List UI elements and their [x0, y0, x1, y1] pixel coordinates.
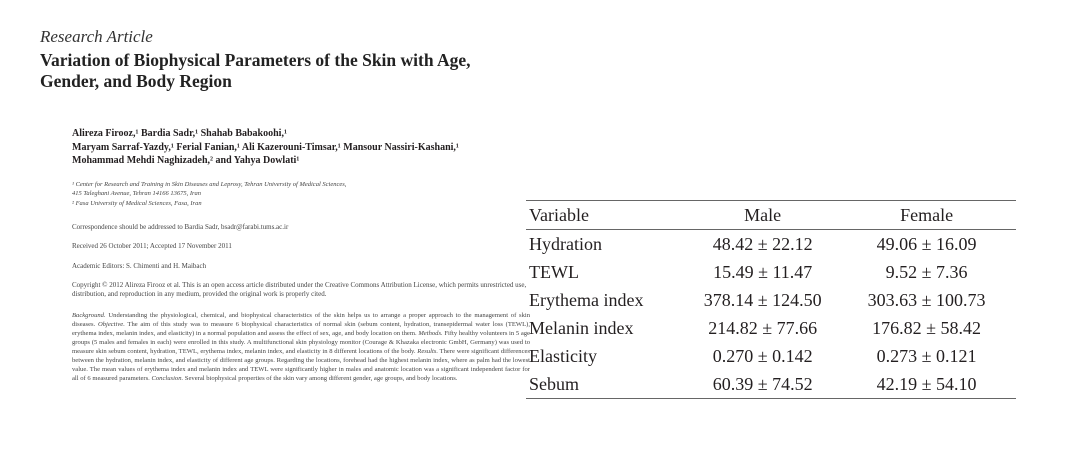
affiliation-line: ¹ Center for Research and Training in Skin Diseases and Leprosy, Tehran University of Medical Sciences,: [72, 181, 347, 188]
header-variable: Variable: [529, 204, 589, 225]
copyright-notice: Copyright © 2012 Alireza Firooz et al. This is an open access article distributed under the Creative Commons Attribution License, which permits unrestricted use, distribution, and reproduction in any medium, provided the original work is properly cited.: [72, 281, 527, 298]
abstract-text: Understanding the physiological, chemical, and biophysical characteristics of the skin helps us to arrange a proper approach to the management of skin diseases.: [72, 312, 530, 329]
table-row: [526, 370, 1016, 399]
variable-cell: TEWL: [529, 261, 579, 282]
author-line: Maryam Sarraf-Yazdy,¹ Ferial Fanian,¹ Ali Kazerouni-Timsar,¹ Mansour Nassiri-Kashani,¹: [72, 141, 459, 153]
variable-cell: Melanin index: [529, 317, 634, 338]
header-female: Female: [900, 204, 954, 225]
results-table: [526, 200, 1016, 399]
article-title: Variation of Biophysical Parameters of the Skin with Age, Gender, and Body Region: [40, 50, 471, 91]
correspondence-note: Correspondence should be addressed to Bardia Sadr, bsadr@farabi.tums.ac.ir: [72, 223, 289, 231]
female-value-cell: 49.06 ± 16.09: [876, 233, 977, 254]
female-value-cell: 0.273 ± 0.121: [876, 345, 977, 366]
variable-cell: Sebum: [529, 373, 580, 394]
abstract-label: Conclusion.: [151, 375, 184, 383]
abstract-text: Several biophysical properties of the skin vary among different gender, age groups, and body locations.: [183, 375, 458, 383]
female-value-cell: 9.52 ± 7.36: [885, 261, 968, 282]
female-value-cell: 303.63 ± 100.73: [867, 289, 986, 310]
author-line: Mohammad Mehdi Naghizadeh,² and Yahya Dowlati¹: [72, 155, 300, 166]
table-row: [526, 230, 1016, 259]
affiliation-line: 415 Taleghani Avenue, Tehran 14166 13675, Iran: [72, 190, 202, 198]
abstract-text: Fifty healthy volunteers in 5 age groups (5 males and females in each) were enrolled in this study. A multifunctional skin physiology monitor (Courage & Khazaka electronic GmbH, Germany) was used to measure skin sebum content, hydration, TEWL, erythema index, melanin index, and elasticity in 8 different locations of the body.: [72, 330, 530, 356]
male-value-cell: 15.49 ± 11.47: [713, 261, 813, 282]
male-value-cell: 378.14 ± 124.50: [703, 289, 822, 310]
author-list: [72, 127, 512, 168]
variable-cell: Erythema index: [529, 289, 644, 310]
male-value-cell: 60.39 ± 74.52: [712, 373, 813, 394]
table-row: [526, 258, 1016, 286]
abstract-label: Methods.: [418, 330, 443, 338]
male-value-cell: 48.42 ± 22.12: [712, 233, 813, 254]
variable-cell: Elasticity: [529, 345, 597, 366]
article-type-label: Research Article: [40, 27, 153, 46]
female-value-cell: 176.82 ± 58.42: [872, 317, 982, 338]
variable-cell: Hydration: [529, 233, 602, 254]
abstract: [72, 311, 530, 383]
female-value-cell: 42.19 ± 54.10: [876, 373, 977, 394]
abstract-label: Results.: [417, 348, 438, 356]
affiliation-line: ² Fasa University of Medical Sciences, Fasa, Iran: [72, 199, 202, 207]
male-value-cell: 0.270 ± 0.142: [712, 345, 813, 366]
header-male: Male: [744, 204, 782, 225]
table-header-row: [526, 201, 1016, 230]
abstract-text: The aim of this study was to measure 6 biophysical characteristics of normal skin (sebum content, hydration, transepidermal water loss (TEWL), erythema index, melanin index, and elasticity) in a normal population and assess the effect of sex, age, and body location on them.: [72, 321, 530, 338]
abstract-label: Background.: [72, 312, 106, 319]
abstract-label: Objective.: [97, 321, 125, 329]
table-row: [526, 286, 1016, 314]
affiliations: [72, 180, 502, 208]
academic-editors: Academic Editors: S. Chimenti and H. Maibach: [72, 262, 207, 270]
abstract-text: There were significant differences between the hydration, melanin index, and elasticity of different age groups. Regarding the locations, forehead had the highest melanin index, where as palm had the lowest value. The mean values of erythema index and melanin index and TEWL were significantly higher in males and anatomic location was a significant independent factor for all of 6 measured parameters.: [72, 348, 530, 383]
author-line: Alireza Firooz,¹ Bardia Sadr,¹ Shahab Babakoohi,¹: [72, 128, 287, 139]
table-row: [526, 342, 1016, 370]
table-row: [526, 314, 1016, 342]
male-value-cell: 214.82 ± 77.66: [708, 317, 818, 338]
received-dates: Received 26 October 2011; Accepted 17 November 2011: [72, 242, 232, 250]
